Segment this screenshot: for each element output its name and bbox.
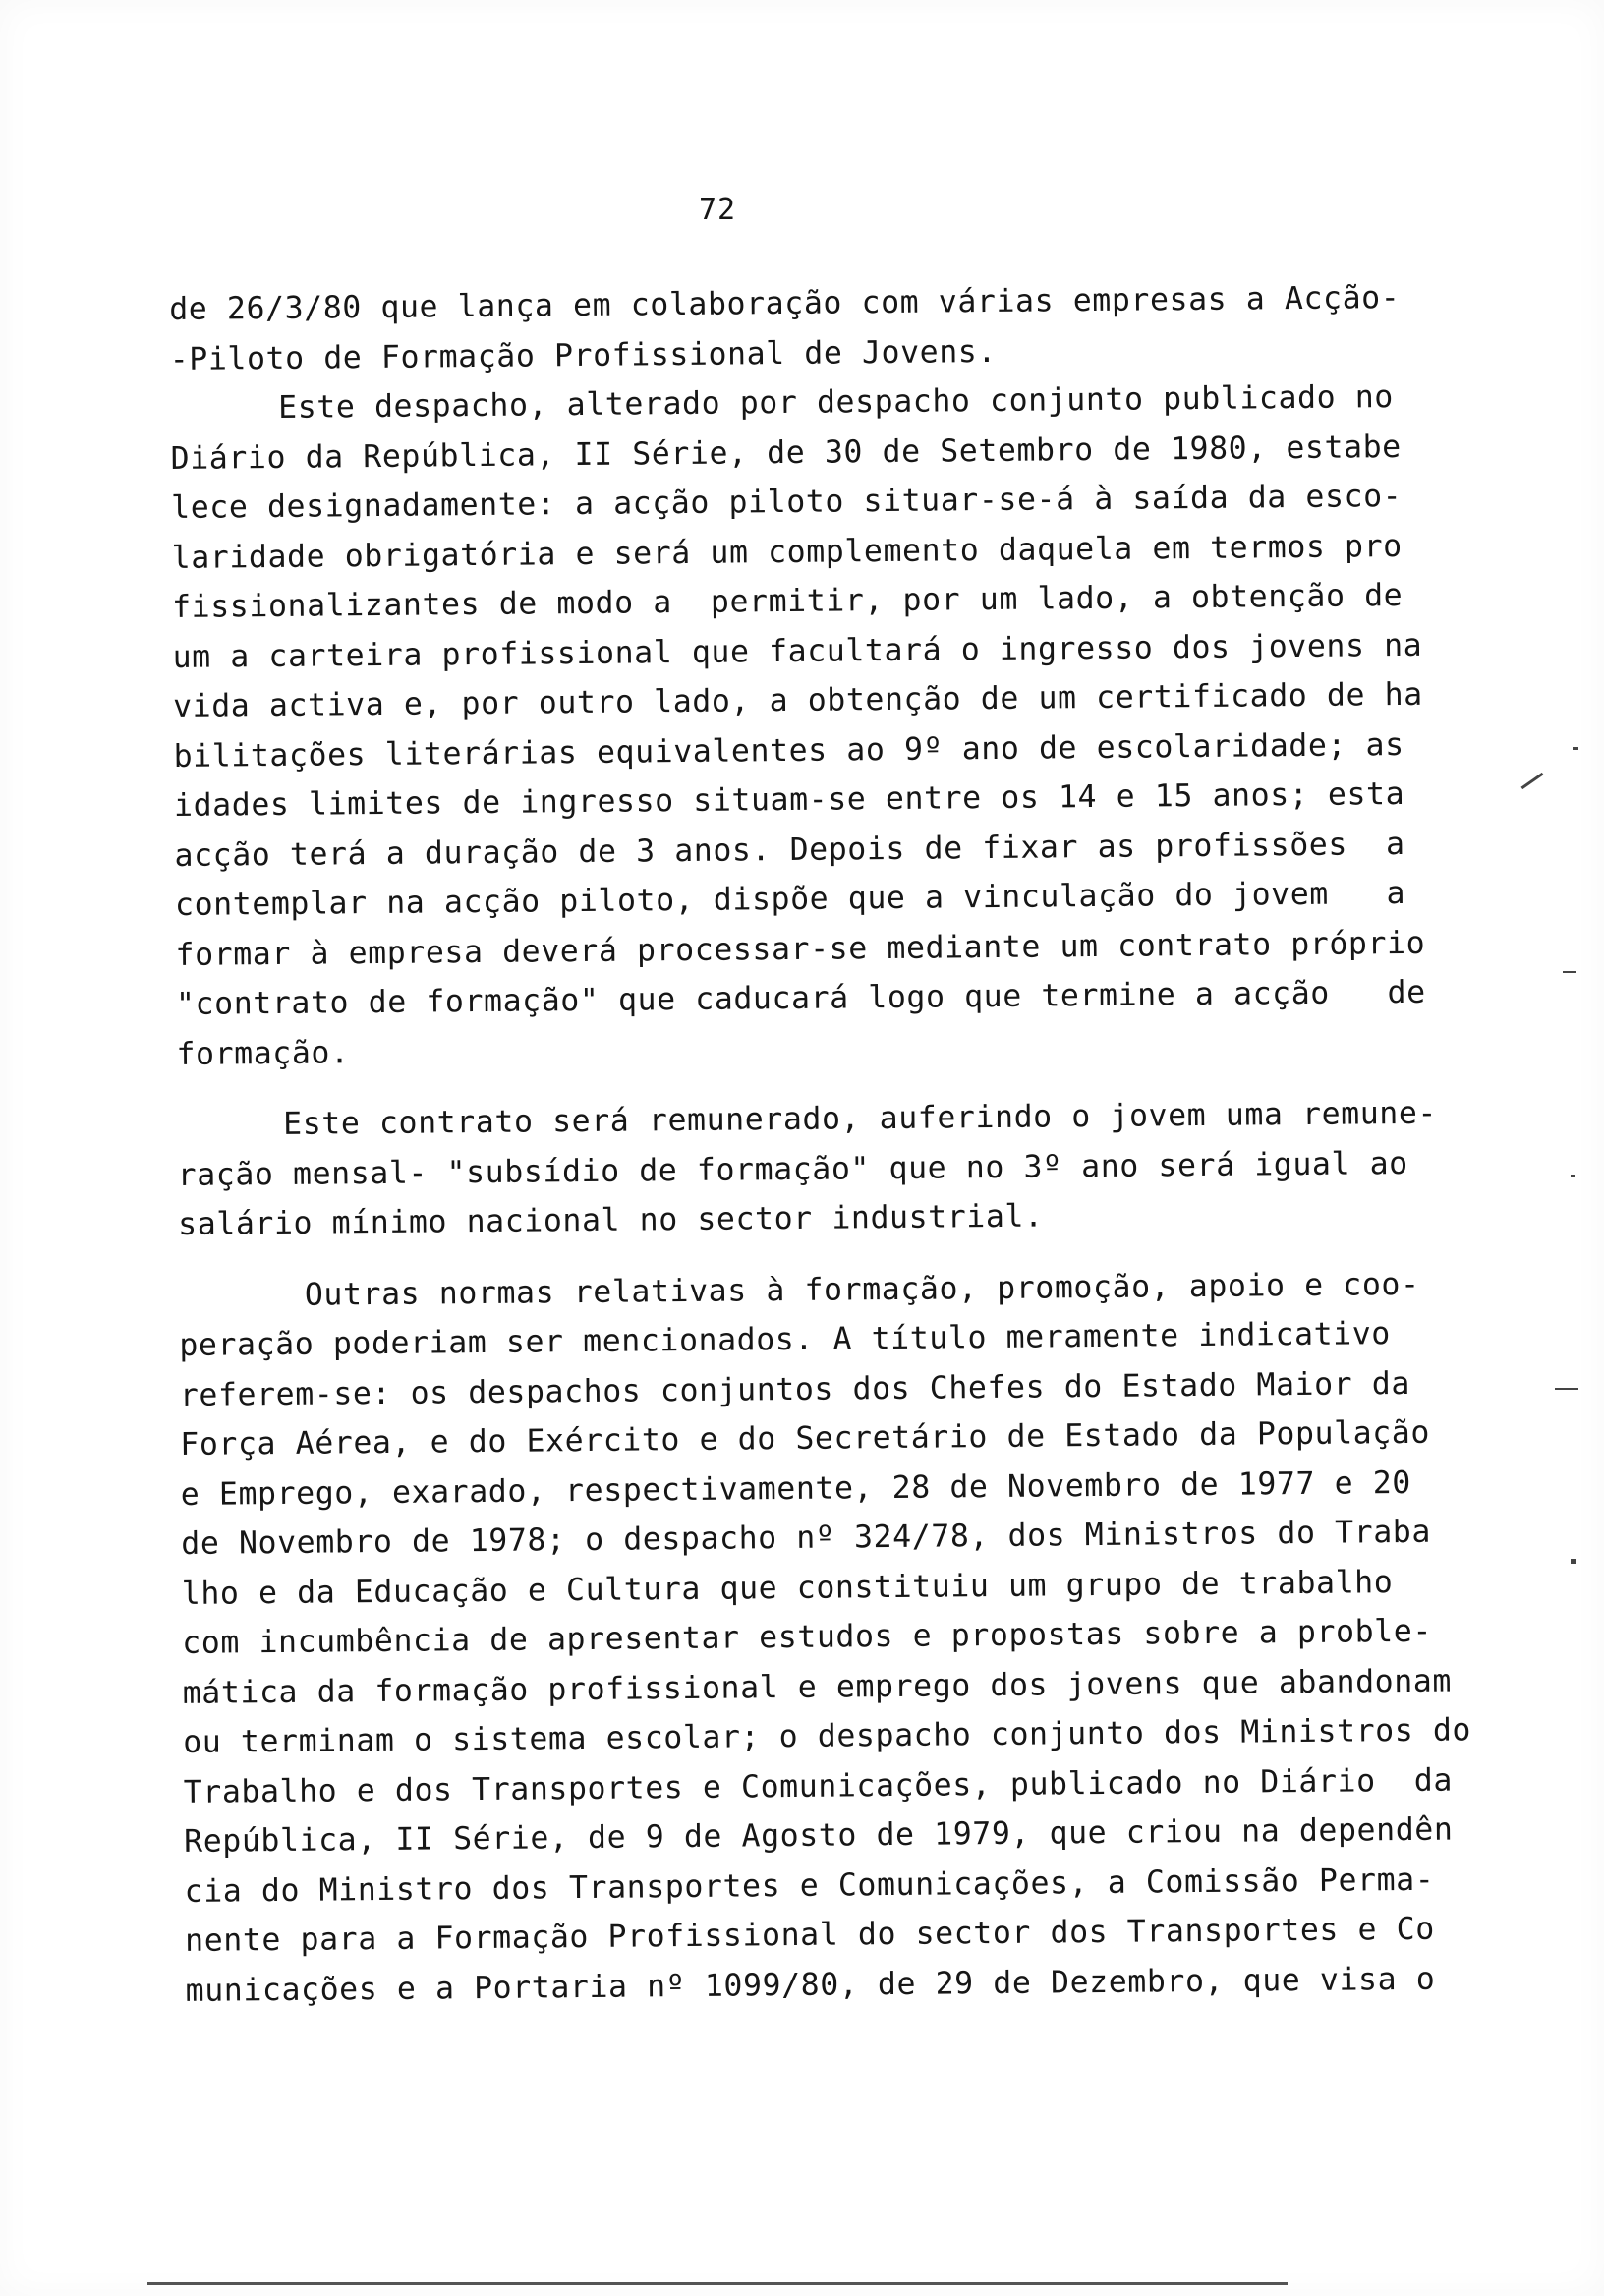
text-line: um a carteira profissional que facultará o ingresso dos jovens na: [172, 627, 1423, 675]
text-line: salário mínimo nacional no sector industrial.: [178, 1198, 1044, 1242]
text-line: de Novembro de 1978; o despacho nº 324/78, dos Ministros do Traba: [181, 1514, 1432, 1562]
margin-scan-mark: [1571, 1559, 1576, 1564]
text-line: municações e a Portaria nº 1099/80, de 29 de Dezembro, que visa o: [185, 1961, 1436, 2009]
text-line: fissionalizantes de modo a permitir, por um lado, a obtenção de: [171, 577, 1404, 625]
text-line: República, II Série, de 9 de Agosto de 1979, que criou na dependên: [184, 1811, 1454, 1860]
text-line: contemplar na acção piloto, dispõe que a vinculação do jovem a: [174, 875, 1406, 923]
text-line: lece designadamente: a acção piloto situar-se-á à saída da esco-: [171, 478, 1403, 526]
text-line: peração poderiam ser mencionados. A título meramente indicativo: [179, 1316, 1392, 1363]
text-line: e Emprego, exarado, respectivamente, 28 de Novembro de 1977 e 20: [180, 1464, 1412, 1513]
text-line: vida activa e, por outro lado, a obtenção de um certificado de ha: [172, 676, 1423, 724]
text-line: de 26/3/80 que lança em colaboração com várias empresas a Acção-: [169, 279, 1401, 327]
text-line: ou terminam o sistema escolar; o despacho conjunto dos Ministros do: [183, 1712, 1472, 1760]
text-line: bilitações literárias equivalentes ao 9º ano de escolaridade; as: [173, 726, 1404, 775]
text-line: com incumbência de apresentar estudos e propostas sobre a proble-: [182, 1613, 1433, 1661]
bottom-edge-rule: [147, 2282, 1288, 2285]
text-line: lho e da Educação e Cultura que constituiu um grupo de trabalho: [181, 1564, 1394, 1612]
margin-scan-mark: [1573, 747, 1578, 750]
page-number: 72: [698, 193, 737, 227]
text-line: mática da formação profissional e emprego dos jovens que abandonam: [182, 1663, 1453, 1711]
text-line: Este despacho, alterado por despacho conjunto publicado no: [278, 379, 1395, 426]
text-line: acção terá a duração de 3 anos. Depois de fixar as profissões a: [174, 826, 1405, 874]
paragraph-2: [170, 372, 1494, 1079]
text-line: Diário da República, II Série, de 30 de Setembro de 1980, estabe: [170, 429, 1402, 477]
margin-scan-mark: [1563, 971, 1576, 973]
text-line: "contrato de formação" que caducará logo que termine a acção de: [175, 974, 1426, 1022]
text-line: idades limites de ingresso situam-se entre os 14 e 15 anos; esta: [173, 775, 1405, 824]
margin-scan-mark: [1571, 1175, 1575, 1177]
text-line: Trabalho e dos Transportes e Comunicações, publicado no Diário da: [183, 1762, 1454, 1810]
margin-scan-mark: [1555, 1388, 1578, 1390]
text-line: referem-se: os despachos conjuntos dos Chefes do Estado Maior da: [179, 1365, 1411, 1413]
text-line: ração mensal- "subsídio de formação" que no 3º ano será igual ao: [177, 1145, 1408, 1193]
paragraph-4: [179, 1259, 1503, 2016]
text-line: Este contrato será remunerado, auferindo o jovem uma remune-: [283, 1095, 1438, 1142]
paragraph-1: [169, 272, 1487, 384]
text-line: Força Aérea, e do Exército e do Secretário de Estado da População: [180, 1414, 1431, 1463]
text-line: nente para a Formação Profissional do sector dos Transportes e Co: [185, 1911, 1435, 1959]
text-line: -Piloto de Formação Profissional de Jovens.: [169, 333, 998, 377]
text-line: laridade obrigatória e será um complemento daquela em termos pro: [171, 528, 1403, 576]
text-line: formar à empresa deverá processar-se mediante um contrato próprio: [175, 925, 1426, 973]
document-body: [169, 272, 1503, 2016]
paragraph-3: [177, 1088, 1495, 1249]
text-line: cia do Ministro dos Transportes e Comunicações, a Comissão Perma-: [184, 1862, 1435, 1910]
text-line: formação.: [176, 1034, 350, 1072]
text-line: Outras normas relativas à formação, promoção, apoio e coo-: [304, 1266, 1420, 1313]
margin-scan-mark: [1520, 773, 1543, 789]
